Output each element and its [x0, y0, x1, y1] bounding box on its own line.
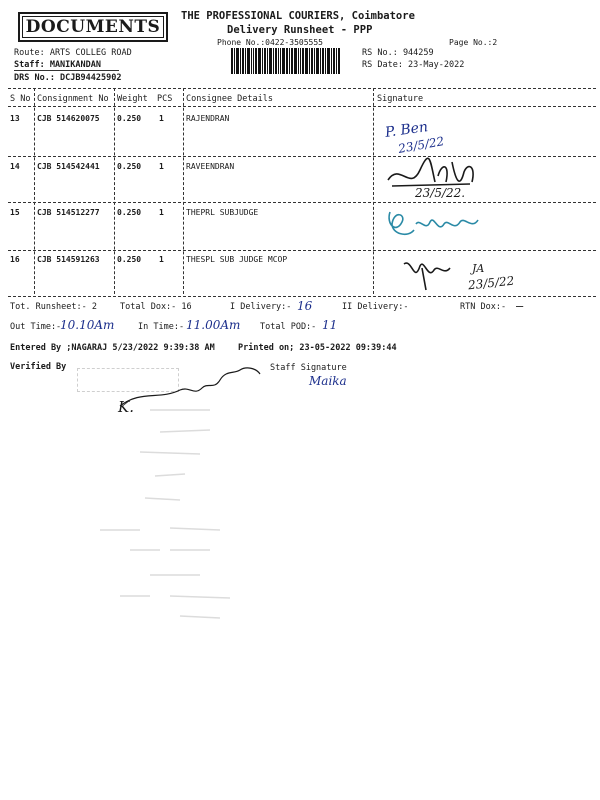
row-weight: 0.250 [117, 255, 142, 264]
ii-delivery-label: II Delivery:- [342, 302, 409, 312]
table-top-border [8, 88, 596, 89]
documents-stamp [18, 12, 168, 42]
printed-on: Printed on; 23-05-2022 09:39:44 [238, 343, 397, 353]
header-consignment: Consignment No [37, 94, 109, 104]
row-separator [8, 156, 596, 157]
rs-number: RS No.: 944259 [362, 48, 434, 58]
row-weight: 0.250 [117, 208, 142, 217]
in-time-label: In Time:- [138, 322, 185, 332]
row-consignee: RAJENDRAN [186, 114, 230, 123]
row-pcs: 1 [159, 208, 164, 217]
col-divider [373, 88, 374, 294]
route-label: Route: ARTS COLLEG ROAD [14, 48, 132, 58]
staff-label: Staff: MANIKANDAN [14, 60, 101, 70]
in-time-value: 11.00Am [186, 318, 241, 332]
verified-by-label: Verified By [10, 362, 67, 372]
row-separator [8, 202, 596, 203]
row-signature: JA [472, 262, 485, 275]
i-delivery-label: I Delivery:- [230, 302, 292, 312]
runsheet-subtitle: Delivery Runsheet - PPP [227, 24, 373, 36]
row-sig-date: 23/5/22. [415, 186, 466, 200]
i-delivery-value: 16 [297, 299, 313, 313]
row-pcs: 1 [159, 162, 164, 171]
total-dox: Total Dox:- 16 [120, 302, 192, 312]
table-bottom-border [8, 296, 596, 297]
barcode [231, 48, 340, 74]
staff-signature-hand: Maika [309, 374, 347, 388]
out-time-label: Out Time:- [10, 322, 62, 332]
header-bottom-border [8, 106, 596, 107]
row-sno: 15 [10, 208, 20, 217]
header-signature: Signature [377, 94, 424, 104]
row-consignee: RAVEENDRAN [186, 162, 235, 171]
out-time-value: 10.10Am [60, 318, 115, 332]
row-consignee: THESPL SUB JUDGE MCOP [186, 255, 288, 264]
page-number: Page No.:2 [449, 38, 498, 47]
row-signature: P. Ben [384, 119, 429, 141]
row-pcs: 1 [159, 255, 164, 264]
row-sno: 16 [10, 255, 20, 264]
header-pcs: PCS [157, 94, 173, 104]
total-pod-label: Total POD:- [260, 322, 317, 332]
header-sno: S No [10, 94, 31, 104]
col-divider [34, 88, 35, 294]
staff-signature-label: Staff Signature [270, 363, 347, 373]
col-divider [183, 88, 184, 294]
row-weight: 0.250 [117, 114, 142, 123]
phone-number: Phone No.:0422-3505555 [217, 38, 323, 47]
col-divider [114, 88, 115, 294]
row-sno: 13 [10, 114, 20, 123]
signature-scribble [384, 204, 484, 244]
row-consignment: CJB 514512277 [37, 208, 100, 217]
staff-strike [14, 70, 119, 71]
signature-scribble [398, 254, 468, 294]
rtn-dox-mark: — [516, 299, 524, 313]
row-pcs: 1 [159, 114, 164, 123]
row-consignment: CJB 514620075 [37, 114, 100, 123]
rtn-dox-label: RTN Dox:- [460, 302, 507, 312]
header-weight: Weight [117, 94, 148, 104]
entered-by: Entered By ;NAGARAJ 5/23/2022 9:39:38 AM [10, 343, 215, 353]
verifier-initial: K. [118, 398, 134, 416]
bleed-through-marks [60, 400, 300, 630]
row-sno: 14 [10, 162, 20, 171]
stamp-text: DOCUMENTS [22, 16, 164, 38]
row-separator [8, 250, 596, 251]
row-consignment: CJB 514591263 [37, 255, 100, 264]
row-sig-date: 23/5/22 [467, 273, 515, 293]
drs-number: DRS No.: DCJB94425902 [14, 73, 122, 83]
total-pod-value: 11 [322, 318, 338, 332]
header-consignee: Consignee Details [186, 94, 273, 104]
row-weight: 0.250 [117, 162, 142, 171]
company-title: THE PROFESSIONAL COURIERS, Coimbatore [181, 10, 415, 22]
row-sig-date: 23/5/22 [397, 134, 446, 156]
row-consignment: CJB 514542441 [37, 162, 100, 171]
row-consignee: THEPRL SUBJUDGE [186, 208, 259, 217]
rs-date: RS Date: 23-May-2022 [362, 60, 465, 70]
total-runsheet: Tot. Runsheet:- 2 [10, 302, 97, 312]
